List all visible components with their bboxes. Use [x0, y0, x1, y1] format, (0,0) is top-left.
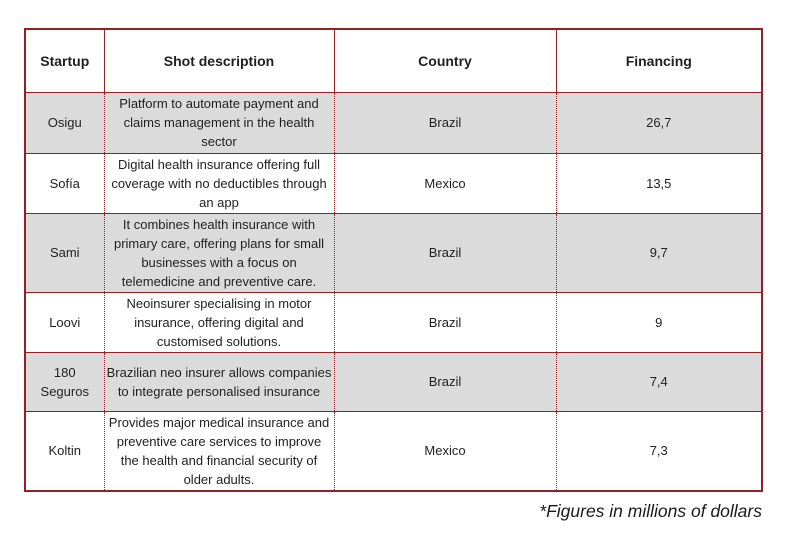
table-row-koltin — [25, 411, 762, 491]
startup-financing: 26,7 — [556, 92, 762, 153]
startup-description: Platform to automate payment and claims management in the health sector — [104, 92, 334, 153]
startup-financing: 13,5 — [556, 153, 762, 213]
col-header-startup: Startup — [25, 29, 104, 92]
startup-description: It combines health insurance with primary care, offering plans for small businesses with a focus on telemedicine and preventive care. — [104, 213, 334, 292]
startup-name: Koltin — [25, 411, 104, 491]
col-header-financing: Financing — [556, 29, 762, 92]
startup-financing-table — [24, 28, 763, 492]
startup-description: Provides major medical insurance and preventive care services to improve the health and financial security of older adults. — [104, 411, 334, 491]
startup-country: Mexico — [334, 411, 556, 491]
startup-description: Brazilian neo insurer allows companies to integrate personalised insurance — [104, 352, 334, 411]
table-row-sofia — [25, 153, 762, 213]
col-header-description: Shot description — [104, 29, 334, 92]
startup-description: Neoinsurer specialising in motor insurance, offering digital and customised solutions. — [104, 292, 334, 352]
startup-country: Brazil — [334, 213, 556, 292]
startup-description: Digital health insurance offering full coverage with no deductibles through an app — [104, 153, 334, 213]
table-row-sami — [25, 213, 762, 292]
col-header-country: Country — [334, 29, 556, 92]
startup-country: Mexico — [334, 153, 556, 213]
startup-financing: 9 — [556, 292, 762, 352]
startup-name: Osigu — [25, 92, 104, 153]
header-row — [25, 29, 762, 92]
startup-name: 180 Seguros — [25, 352, 104, 411]
table-row-osigu — [25, 92, 762, 153]
startup-name: Loovi — [25, 292, 104, 352]
table-row-180seguros — [25, 352, 762, 411]
startup-name: Sofía — [25, 153, 104, 213]
startup-country: Brazil — [334, 352, 556, 411]
footnote: *Figures in millions of dollars — [539, 501, 762, 521]
startup-name: Sami — [25, 213, 104, 292]
startup-financing: 7,4 — [556, 352, 762, 411]
startup-financing: 9,7 — [556, 213, 762, 292]
table-row-loovi — [25, 292, 762, 352]
startup-financing: 7,3 — [556, 411, 762, 491]
startup-country: Brazil — [334, 92, 556, 153]
startup-country: Brazil — [334, 292, 556, 352]
